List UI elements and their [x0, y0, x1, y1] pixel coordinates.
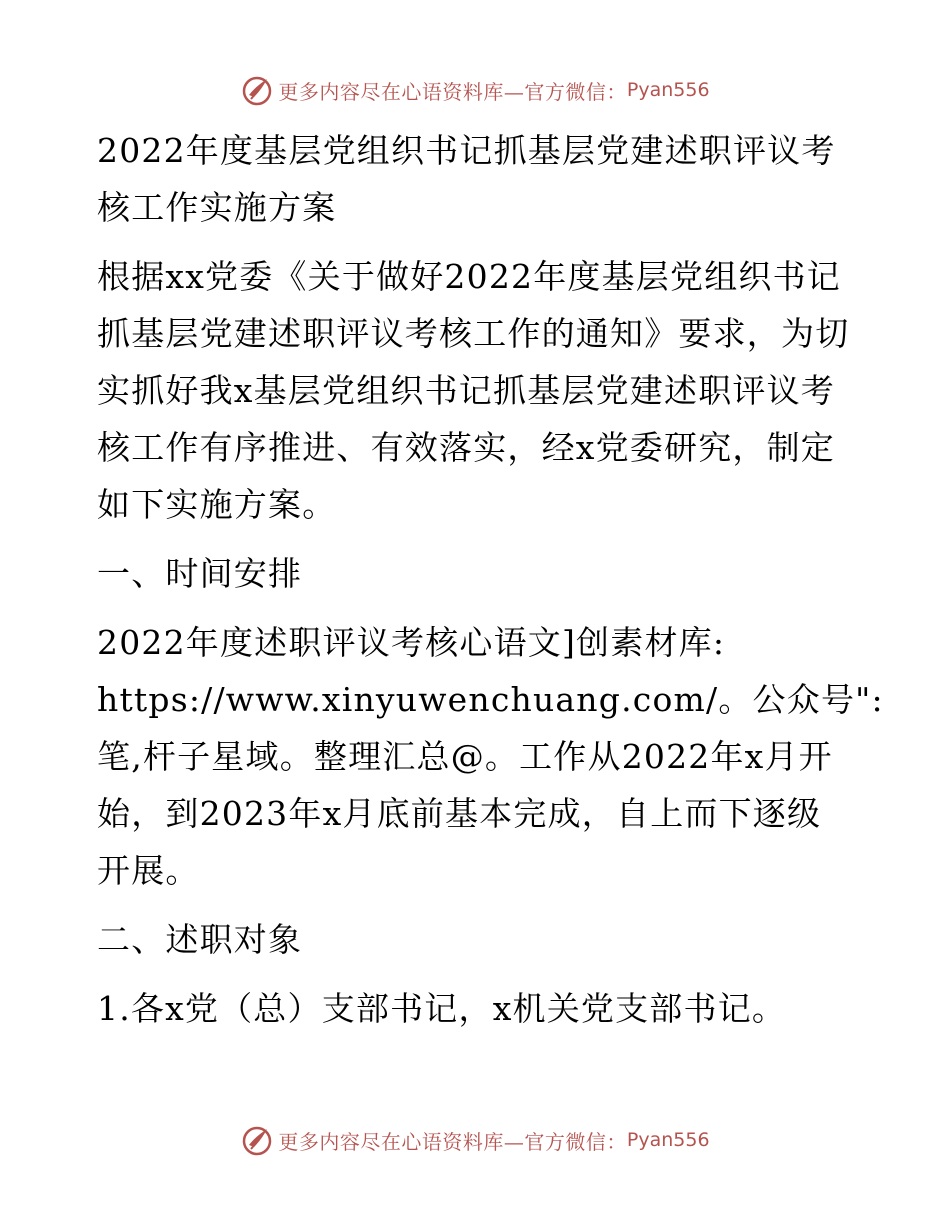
paragraph-line: 实抓好我x基层党组织书记抓基层党建述职评议考: [97, 371, 836, 410]
watermark-site-text: 更多内容尽在心语资料库—官方微信：: [278, 1129, 627, 1154]
paragraph-line: 根据xx党委《关于做好2022年度基层党组织书记: [97, 257, 842, 296]
paragraph-line: 如下实施方案。: [97, 485, 337, 524]
reporting-targets-paragraph: [97, 980, 857, 1037]
document-body: [97, 122, 884, 1037]
paragraph-line: 抓基层党建述职评议考核工作的通知》要求，为切: [97, 314, 850, 353]
watermark-site-text: 更多内容尽在心语资料库—官方微信：: [278, 79, 627, 104]
section-heading-reporting-targets: 二、述职对象: [97, 920, 303, 959]
title-line: 2022年度基层党组织书记抓基层党建述职评议考: [97, 131, 836, 170]
watermark-banner-top: [0, 70, 950, 110]
schedule-paragraph: [97, 614, 884, 899]
paragraph-line: 开展。: [97, 851, 200, 890]
title-line: 核工作实施方案: [97, 188, 337, 227]
paragraph-line: 1.各x党（总）支部书记，x机关党支部书记。: [97, 989, 787, 1028]
section-heading-schedule: 一、时间安排: [97, 554, 303, 593]
watermark-wechat-id: Pyan556: [626, 1129, 710, 1151]
intro-paragraph: [97, 248, 857, 533]
paragraph-line: 始，到2023年x月底前基本完成，自上而下逐级: [97, 794, 822, 833]
paragraph-line: 笔,杆子星域。整理汇总@。工作从2022年x月开: [97, 737, 833, 776]
quill-logo-icon: [240, 1123, 274, 1157]
document-title: [97, 122, 857, 236]
paragraph-line: 核工作有序推进、有效落实，经x党委研究，制定: [97, 428, 836, 467]
paragraph-line: 2022年度述职评议考核心语文]创素材库:: [97, 623, 726, 662]
quill-logo-icon: [240, 73, 274, 107]
watermark-wechat-id: Pyan556: [626, 79, 710, 101]
paragraph-line: https://www.xinyuwenchuang.com/。公众号":: [97, 680, 884, 719]
watermark-banner-bottom: [0, 1120, 950, 1160]
